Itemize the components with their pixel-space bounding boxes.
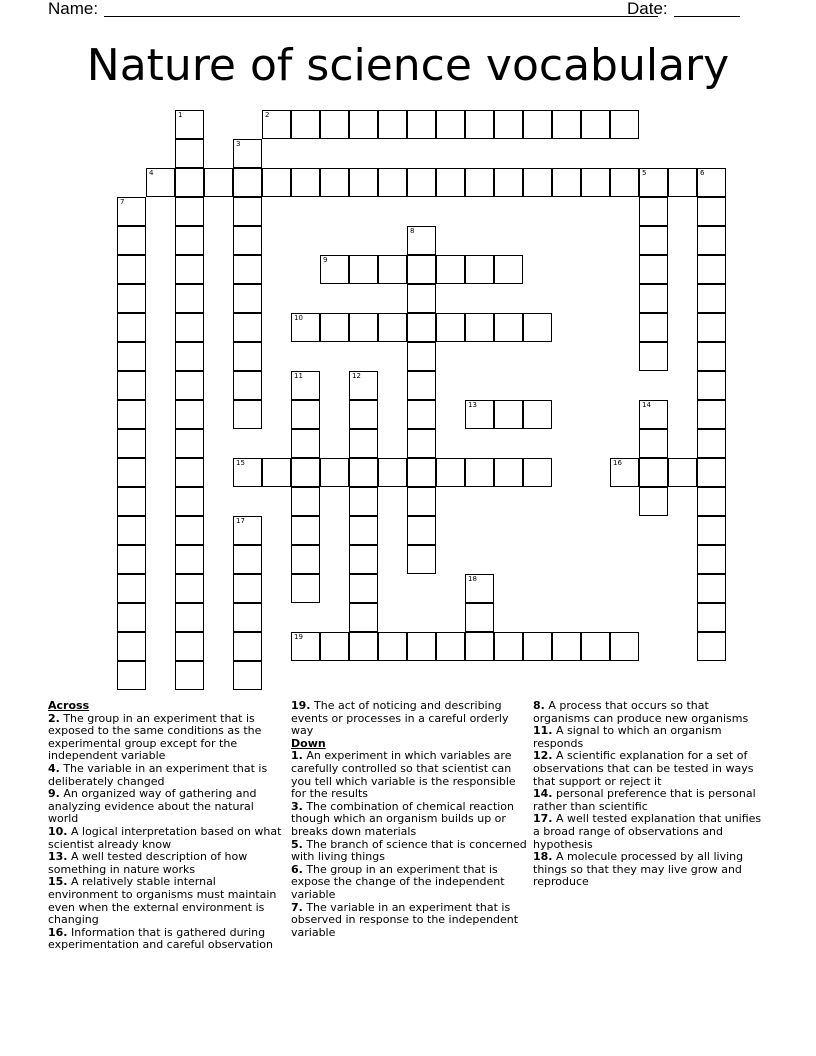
grid-cell[interactable]	[523, 110, 552, 139]
grid-cell[interactable]	[117, 313, 146, 342]
grid-cell[interactable]	[494, 168, 523, 197]
clue-text: The variable in an experiment that is observed in response to the independent variable	[291, 900, 519, 939]
grid-cell[interactable]	[233, 284, 262, 313]
grid-cell[interactable]	[697, 342, 726, 371]
grid-cell[interactable]	[175, 168, 204, 197]
grid-cell[interactable]	[697, 255, 726, 284]
clue-number: 17	[236, 517, 245, 525]
down-clue	[533, 700, 769, 725]
clue-text: The act of noticing and describing events or processes in a careful orderly way	[291, 699, 509, 738]
grid-cell[interactable]	[117, 429, 146, 458]
clue-num: 16.	[48, 925, 68, 939]
grid-cell[interactable]	[407, 632, 436, 661]
grid-cell[interactable]	[697, 371, 726, 400]
grid-cell[interactable]	[233, 342, 262, 371]
date-label: Date:	[627, 0, 668, 18]
clue-num: 18.	[533, 850, 553, 864]
clue-num: 12.	[533, 749, 553, 763]
down-clue	[291, 839, 527, 864]
grid-cell[interactable]	[349, 545, 378, 574]
grid-cell[interactable]	[436, 110, 465, 139]
across-clue	[48, 826, 284, 851]
clue-num: 10.	[48, 824, 68, 838]
grid-cell[interactable]	[407, 371, 436, 400]
grid-cell[interactable]	[523, 313, 552, 342]
clue-text: A well tested description of how something in nature works	[48, 850, 248, 876]
grid-cell[interactable]	[610, 110, 639, 139]
grid-cell[interactable]	[117, 603, 146, 632]
grid-cell[interactable]	[552, 110, 581, 139]
grid-cell[interactable]	[233, 603, 262, 632]
grid-cell[interactable]	[697, 226, 726, 255]
grid-cell[interactable]	[407, 400, 436, 429]
grid-cell[interactable]	[639, 226, 668, 255]
clue-text: A relatively stable internal environment to organisms must maintain even when the external environment is changing	[48, 875, 277, 927]
grid-cell[interactable]	[610, 632, 639, 661]
grid-cell[interactable]	[407, 458, 436, 487]
grid-cell[interactable]	[465, 110, 494, 139]
grid-cell[interactable]	[697, 545, 726, 574]
clue-number: 13	[468, 401, 477, 409]
grid-cell[interactable]	[494, 255, 523, 284]
grid-cell[interactable]	[175, 487, 204, 516]
clue-number: 9	[323, 256, 328, 264]
grid-cell[interactable]	[407, 487, 436, 516]
grid-cell[interactable]	[668, 458, 697, 487]
grid-cell[interactable]	[697, 313, 726, 342]
grid-cell[interactable]	[697, 197, 726, 226]
grid-cell[interactable]	[349, 400, 378, 429]
grid-cell[interactable]	[349, 313, 378, 342]
grid-cell[interactable]	[639, 197, 668, 226]
grid-cell[interactable]	[407, 284, 436, 313]
grid-cell[interactable]	[291, 574, 320, 603]
grid-cell[interactable]	[233, 139, 262, 168]
grid-cell[interactable]	[291, 313, 320, 342]
grid-cell[interactable]	[175, 429, 204, 458]
grid-cell[interactable]	[523, 632, 552, 661]
grid-cell[interactable]	[378, 458, 407, 487]
down-clue	[291, 864, 527, 902]
clue-num: 8.	[533, 699, 545, 712]
grid-cell[interactable]	[175, 661, 204, 690]
clue-text: personal preference that is personal rather than scientific	[533, 787, 756, 813]
grid-cell[interactable]	[233, 458, 262, 487]
grid-cell[interactable]	[291, 545, 320, 574]
clue-number: 16	[613, 459, 622, 467]
grid-cell[interactable]	[146, 168, 175, 197]
grid-cell[interactable]	[175, 226, 204, 255]
grid-cell[interactable]	[320, 458, 349, 487]
grid-cell[interactable]	[291, 168, 320, 197]
clues-column-2	[291, 700, 527, 939]
across-clue	[48, 876, 284, 926]
grid-cell[interactable]	[349, 371, 378, 400]
down-clue	[533, 813, 769, 851]
clue-text: The group in an experiment that is exposed to the same conditions as the experimental group except for the independent variable	[48, 711, 262, 763]
clue-text: An organized way of gathering and analyzing evidence about the natural world	[48, 787, 257, 826]
grid-cell[interactable]	[291, 458, 320, 487]
grid-cell[interactable]	[175, 400, 204, 429]
grid-cell[interactable]	[175, 371, 204, 400]
grid-cell[interactable]	[378, 632, 407, 661]
down-clue	[533, 851, 769, 889]
clue-number: 8	[410, 227, 415, 235]
grid-cell[interactable]	[233, 226, 262, 255]
grid-cell[interactable]	[117, 487, 146, 516]
clues-column-1	[48, 700, 284, 952]
grid-cell[interactable]	[639, 168, 668, 197]
grid-cell[interactable]	[233, 371, 262, 400]
grid-cell[interactable]	[639, 429, 668, 458]
grid-cell[interactable]	[262, 458, 291, 487]
grid-cell[interactable]	[233, 197, 262, 226]
grid-cell[interactable]	[465, 603, 494, 632]
grid-cell[interactable]	[117, 458, 146, 487]
grid-cell[interactable]	[697, 487, 726, 516]
grid-cell[interactable]	[291, 400, 320, 429]
grid-cell[interactable]	[349, 110, 378, 139]
grid-cell[interactable]	[407, 226, 436, 255]
grid-cell[interactable]	[233, 313, 262, 342]
grid-cell[interactable]	[465, 168, 494, 197]
clue-num: 19.	[291, 699, 311, 712]
grid-cell[interactable]	[407, 429, 436, 458]
clue-text: A scientific explanation for a set of observations that can be tested in ways that support or reject it	[533, 749, 754, 788]
grid-cell[interactable]	[262, 168, 291, 197]
clue-num: 4.	[48, 761, 60, 775]
down-clue	[291, 902, 527, 940]
grid-cell[interactable]	[291, 487, 320, 516]
grid-cell[interactable]	[233, 168, 262, 197]
grid-cell[interactable]	[233, 516, 262, 545]
grid-cell[interactable]	[639, 487, 668, 516]
grid-cell[interactable]	[436, 632, 465, 661]
grid-cell[interactable]	[291, 371, 320, 400]
grid-cell[interactable]	[697, 168, 726, 197]
grid-cell[interactable]	[494, 110, 523, 139]
clue-text: A well tested explanation that unifies a broad range of observations and hypothesis	[533, 812, 762, 851]
grid-cell[interactable]	[465, 313, 494, 342]
clue-number: 7	[120, 198, 125, 206]
grid-cell[interactable]	[175, 255, 204, 284]
clue-num: 9.	[48, 787, 60, 801]
grid-cell[interactable]	[407, 168, 436, 197]
grid-cell[interactable]	[349, 255, 378, 284]
across-clue	[48, 927, 284, 952]
grid-cell[interactable]	[639, 400, 668, 429]
grid-cell[interactable]	[639, 284, 668, 313]
clue-number: 5	[642, 169, 647, 177]
grid-cell[interactable]	[581, 632, 610, 661]
across-clue	[48, 851, 284, 876]
grid-cell[interactable]	[175, 603, 204, 632]
grid-cell[interactable]	[697, 603, 726, 632]
grid-cell[interactable]	[436, 168, 465, 197]
grid-cell[interactable]	[175, 545, 204, 574]
clue-text: The branch of science that is concerned with living things	[291, 837, 527, 864]
clue-number: 3	[236, 140, 241, 148]
grid-cell[interactable]	[320, 632, 349, 661]
clue-number: 6	[700, 169, 705, 177]
grid-cell[interactable]	[639, 342, 668, 371]
grid-cell[interactable]	[117, 545, 146, 574]
down-clue	[533, 725, 769, 750]
grid-cell[interactable]	[581, 168, 610, 197]
across-clue	[48, 763, 284, 788]
grid-cell[interactable]	[494, 632, 523, 661]
grid-cell[interactable]	[291, 429, 320, 458]
clue-num: 7.	[291, 900, 303, 914]
down-clue	[291, 801, 527, 839]
grid-cell[interactable]	[697, 458, 726, 487]
grid-cell[interactable]	[378, 255, 407, 284]
grid-cell[interactable]	[378, 168, 407, 197]
grid-cell[interactable]	[117, 342, 146, 371]
grid-cell[interactable]	[291, 632, 320, 661]
grid-cell[interactable]	[233, 400, 262, 429]
grid-cell[interactable]	[320, 255, 349, 284]
grid-cell[interactable]	[436, 255, 465, 284]
clue-text: Information that is gathered during experimentation and careful observation	[48, 925, 273, 952]
grid-cell[interactable]	[697, 429, 726, 458]
across-clue	[48, 713, 284, 763]
clue-num: 5.	[291, 837, 303, 851]
across-clue	[48, 788, 284, 826]
grid-cell[interactable]	[175, 574, 204, 603]
grid-cell[interactable]	[117, 574, 146, 603]
down-heading: Down	[291, 736, 326, 750]
grid-cell[interactable]	[697, 516, 726, 545]
grid-cell[interactable]	[233, 574, 262, 603]
grid-cell[interactable]	[233, 661, 262, 690]
grid-cell[interactable]	[320, 313, 349, 342]
grid-cell[interactable]	[175, 516, 204, 545]
grid-cell[interactable]	[523, 458, 552, 487]
clue-text: The combination of chemical reaction though which an organism builds up or breaks down materials	[291, 799, 515, 838]
grid-cell[interactable]	[117, 400, 146, 429]
grid-cell[interactable]	[320, 110, 349, 139]
grid-cell[interactable]	[610, 458, 639, 487]
clue-text: The group in an experiment that is expose the change of the independent variable	[291, 862, 505, 901]
grid-cell[interactable]	[175, 342, 204, 371]
grid-cell[interactable]	[668, 168, 697, 197]
grid-cell[interactable]	[175, 110, 204, 139]
grid-cell[interactable]	[117, 371, 146, 400]
grid-cell[interactable]	[320, 168, 349, 197]
grid-cell[interactable]	[233, 632, 262, 661]
grid-cell[interactable]	[407, 342, 436, 371]
grid-cell[interactable]	[175, 313, 204, 342]
grid-cell[interactable]	[349, 487, 378, 516]
grid-cell[interactable]	[407, 110, 436, 139]
grid-cell[interactable]	[349, 458, 378, 487]
grid-cell[interactable]	[291, 110, 320, 139]
grid-cell[interactable]	[349, 168, 378, 197]
grid-cell[interactable]	[349, 516, 378, 545]
clue-num: 1.	[291, 749, 303, 763]
across-heading: Across	[48, 699, 90, 712]
clue-text: A signal to which an organism responds	[533, 724, 722, 750]
grid-cell[interactable]	[175, 632, 204, 661]
clue-text: A molecule processed by all living things so that they may live grow and reproduce	[533, 850, 744, 889]
grid-cell[interactable]	[407, 313, 436, 342]
name-label: Name:	[48, 0, 99, 18]
grid-cell[interactable]	[117, 516, 146, 545]
grid-cell[interactable]	[378, 313, 407, 342]
grid-cell[interactable]	[233, 255, 262, 284]
clues-column-3	[533, 700, 769, 889]
clue-text: A logical interpretation based on what scientist already know	[48, 824, 282, 851]
grid-cell[interactable]	[639, 313, 668, 342]
grid-cell[interactable]	[175, 458, 204, 487]
grid-cell[interactable]	[581, 110, 610, 139]
clue-num: 15.	[48, 875, 68, 889]
grid-cell[interactable]	[175, 197, 204, 226]
grid-cell[interactable]	[697, 632, 726, 661]
grid-cell[interactable]	[349, 574, 378, 603]
clue-text: The variable in an experiment that is deliberately changed	[48, 761, 268, 788]
grid-cell[interactable]	[436, 458, 465, 487]
grid-cell[interactable]	[494, 400, 523, 429]
clue-num: 3.	[291, 799, 303, 813]
page-title: Nature of science vocabulary	[86, 40, 730, 91]
grid-cell[interactable]	[639, 458, 668, 487]
clue-number: 18	[468, 575, 477, 583]
grid-cell[interactable]	[697, 400, 726, 429]
clue-number: 4	[149, 169, 154, 177]
grid-cell[interactable]	[436, 313, 465, 342]
grid-cell[interactable]	[465, 255, 494, 284]
clue-number: 11	[294, 372, 303, 380]
clue-text: A process that occurs so that organisms can produce new organisms	[533, 699, 749, 725]
across-clue	[291, 700, 527, 738]
grid-cell[interactable]	[465, 632, 494, 661]
grid-cell[interactable]	[117, 284, 146, 313]
clue-num: 17.	[533, 812, 553, 826]
clue-number: 19	[294, 633, 303, 641]
grid-cell[interactable]	[465, 574, 494, 603]
grid-cell[interactable]	[117, 197, 146, 226]
grid-cell[interactable]	[117, 632, 146, 661]
clue-number: 1	[178, 111, 183, 119]
clue-number: 12	[352, 372, 361, 380]
grid-cell[interactable]	[349, 603, 378, 632]
grid-cell[interactable]	[610, 168, 639, 197]
grid-cell[interactable]	[407, 255, 436, 284]
grid-cell[interactable]	[349, 632, 378, 661]
grid-cell[interactable]	[697, 284, 726, 313]
grid-cell[interactable]	[523, 168, 552, 197]
grid-cell[interactable]	[378, 110, 407, 139]
grid-cell[interactable]	[204, 168, 233, 197]
grid-cell[interactable]	[407, 516, 436, 545]
clue-text: An experiment in which variables are carefully controlled so that scientist can you tell which variable is the responsible for the results	[291, 749, 516, 801]
clue-number: 15	[236, 459, 245, 467]
down-clue	[291, 750, 527, 800]
grid-cell[interactable]	[494, 458, 523, 487]
grid-cell[interactable]	[117, 661, 146, 690]
grid-cell[interactable]	[552, 168, 581, 197]
clue-num: 13.	[48, 850, 68, 864]
clue-number: 14	[642, 401, 651, 409]
clue-num: 14.	[533, 787, 553, 801]
grid-cell[interactable]	[494, 313, 523, 342]
grid-cell[interactable]	[175, 284, 204, 313]
grid-cell[interactable]	[523, 400, 552, 429]
down-clue	[533, 750, 769, 788]
grid-cell[interactable]	[697, 574, 726, 603]
grid-cell[interactable]	[552, 632, 581, 661]
clue-num: 2.	[48, 711, 60, 725]
clue-num: 11.	[533, 724, 553, 738]
grid-cell[interactable]	[291, 516, 320, 545]
grid-cell[interactable]	[175, 139, 204, 168]
clue-num: 6.	[291, 862, 303, 876]
grid-cell[interactable]	[262, 110, 291, 139]
grid-cell[interactable]	[465, 400, 494, 429]
grid-cell[interactable]	[465, 458, 494, 487]
grid-cell[interactable]	[233, 545, 262, 574]
clue-number: 2	[265, 111, 270, 119]
clue-number: 10	[294, 314, 303, 322]
grid-cell[interactable]	[117, 226, 146, 255]
down-clue	[533, 788, 769, 813]
grid-cell[interactable]	[639, 255, 668, 284]
grid-cell[interactable]	[117, 255, 146, 284]
grid-cell[interactable]	[407, 545, 436, 574]
grid-cell[interactable]	[349, 429, 378, 458]
